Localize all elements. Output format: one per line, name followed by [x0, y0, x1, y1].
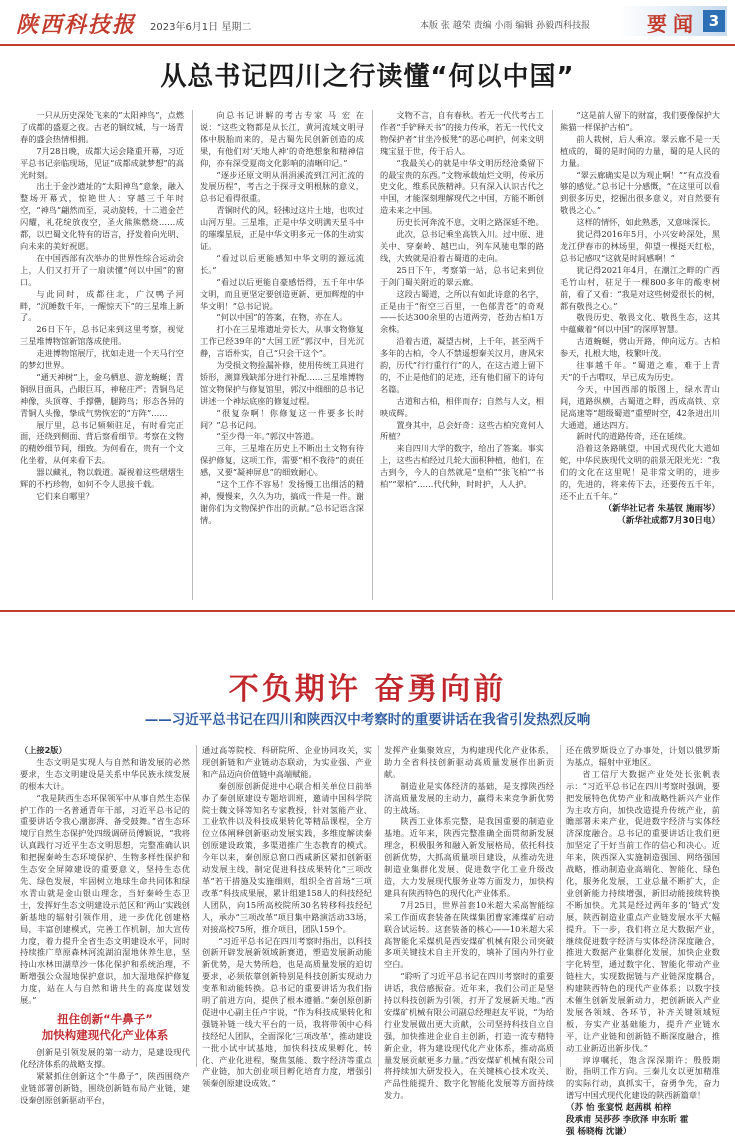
article2-subsection-heading: 扭住创新“牛鼻子” 加快构建现代化产业体系 [41, 1011, 169, 1042]
paragraph: “看过以后更能感知中华文明的源远流长。” [200, 252, 364, 275]
paragraph: 青铜时代的风，轻拂过这片土地，也吹过山河万里。三星堆，正是中华文明满天星斗中的璀璨星辰，正是中华文明多元一体的生动实证。 [200, 205, 364, 251]
paragraph: 古道蜿蜒，劈山开路，伸向远方。古柏参天，扎根大地，枝繁叶茂。 [560, 336, 720, 359]
article2-subheadline: ——习近平总书记在四川和陕西汉中考察时的重要讲话在我省引发热烈反响 [144, 712, 591, 728]
paragraph: 发挥产业集聚效应，为构建现代化产业体系，助力全省科技创新驱动高质量发展作出新贡献。 [384, 745, 554, 779]
paragraph: 为受损文物捡漏补修，使用传统工具进行矫形，测算残缺部分进行补配……三星堆博物馆文物保护与修复馆里，郭汉中细细的总书记讲述一个神坛底座的修复过程。 [200, 360, 364, 406]
paragraph: 往事越千年。“蜀道之难，难于上青天”的千古喟叹，早已成为历史。 [560, 360, 720, 382]
paragraph: 生态文明是实现人与自然和谐发展的必然要求，生态文明建设是关系中华民族永续发展的根本大计。 [20, 756, 190, 791]
paragraph: 三年，三星堆在历史上不断出土文物有待保护修复，这项工作，需要“相不我待”的责任感，又要“凝神屏息”的细致耐心。 [200, 443, 364, 478]
paragraph: 这样的情怀，如此熟悉，又意味深长。 [576, 217, 716, 228]
paragraph: 25日下午，考察第一站，总书记来到位于剑门蜀关附近的翠云廊。 [380, 264, 544, 287]
paragraph: 此次，总书记乘坐高铁入川。过中原、进关中、穿秦岭、越巴山，列车风驰电掣的路线，大致就是沿着古蜀道的走向。 [380, 229, 544, 263]
paragraph: “看过以后更能自豪感悟得，五千年中华文明，而且更坚定要创造更新、更加辉煌的中华文明！”总书记说。 [200, 276, 364, 311]
article1-byline-dateline: （新华社成都7月30日电） [617, 515, 720, 526]
paragraph: 文物不言，自有春秋。若无一代代考古工作者“手铲释天书”的接力传承，若无一代代文物保护者“甘坐冷板凳”的恶心呵护，何来文明瑰宝显于世，传于后人。 [380, 110, 544, 156]
paragraph: “我是陕西生态环保领军中从事自然生态保护工作的一名普通青年干部，习近平总书记的重要讲话令我心潮澎湃、备受鼓舞。”省生态环境厅自然生态保护处四级调研员傅颖说，“我将认真践行习近平生态文明思想，完整准确认识和把握秦岭生态环境保护、生物多样性保护和生态安全屏障建设的重要意义，坚持生态优先、绿色发展，牢固树立地球生命共同体和绿水青山就是金山银山理念，当好秦岭生态卫士，发挥好生态文明建设示范区和‘两山’实践创新基地的辐射引领作用，进一步优化创建格局，丰富创建模式，完善工作机制，加大宣传力度，着力提升全省生态文明建设水平，同时持续推广草原森林河流湖泊湿地休养生息，坚持山水林田湖草沙一体化保护和系统治理，不断增强公众湿地保护意识，加大湿地保护修复力度，站在人与自然和谐共生的高度谋划发展。” [20, 792, 190, 1006]
paragraph: “这个工作不容易！发扬慢工出细活的精神，慢慢来，久久为功，搞成一件是一件。谢谢你们为文物保护作出的贡献。”总书记语含深情。 [200, 479, 364, 525]
paragraph: 向总书记讲解的考古专家 马 宏 在说：“这些文物都是从长江，黄河流域文明寻体中脱胎而来的，是古蜀先民创新创造的成果，有他们对‘天地人神’的奇绝想象和精神信仰，亦有深受夏商文化影响的清晰印记。” [200, 110, 364, 168]
paragraph: 7月28日晚，成都大运会隆重开幕，习近平总书记亲临现场，见证“成都成就梦想”的高光时刻。 [20, 145, 184, 180]
editors-credit: 本版 张 越荣 责编 小雨 编辑 孙毅西科技报 [420, 21, 591, 31]
paragraph: 今天，中国西部的版图上，绿水青山间，道路纵横，古蜀道之畔，西成高铁、京昆高速等“超级蜀道”重塑时空，42条进出川大通道，通达四方。 [560, 383, 720, 430]
paragraph: 通过高等院校、科研院所、企业协同攻关，实现创新链和产业链动态联动，为实业强、产业和产品迈向价值链中高端赋能。 [202, 745, 372, 779]
paragraph: 出土于金沙遗址的“太阳神鸟”意象，融入整场开幕式，惊艳世人：穿越三千年时空，“神鸟”翩然而至，灵动旋转，十二道金芒闪耀，礼花绽放夜空，圣火熊熊燃烧……成都，以巴蜀文化特有的语言，抒发着向光明、向未来的美好祝愿。 [20, 181, 184, 251]
article1-byline-reporters: （新华社记者 朱基钗 施雨岑） [603, 503, 720, 514]
article2-byline: 段承甫 吴莎莎 李欣泽 申东昕 霍 [566, 1115, 689, 1126]
paragraph: 犹记得2016年5月，小兴安岭深处，黑龙江伊春市的林场里，仰望一棵挺天红松，总书记感叹“这就是时间感啊！” [560, 229, 720, 263]
paragraph: 器以藏礼，物以载道。凝视着这些熠熠生辉的不朽珍物，如何不令人思接千载。 [20, 467, 184, 490]
paragraph: 来自四川大学的数字，给出了答案。事实上，这些古柏经过几轮大面积种植，他们，在古到今，今人的自然就是“皇柏”“张飞柏”“书柏”“翠柏”……代代种，时时护，人人护。 [380, 443, 544, 490]
paragraph: 展厅里，总书记频频驻足，有时看完正面，还绕到侧面、背后察看细节。考察在文物的精妙细节间，细致。为何看在，贵有一个文化坐着，从何来看下去。 [20, 419, 184, 466]
paragraph: 紧紧抓住创新这个“牛鼻子”，陕西围绕产业链部署创新链，围绕创新链布局产业链，建设秦创原创新驱动平台， [20, 1070, 190, 1105]
masthead [0, 0, 735, 46]
column-divider [560, 745, 561, 1067]
paragraph: 走进博物馆展厅，扰如走进一个天马行空的梦幻世界。 [20, 348, 184, 371]
paragraph: 秦创原创新促进中心联合相关单位日前举办了秦创原建设专题培训班，邀请中国科学院院士魏文铎等知名专家教授，针对氢能产业、工业软件以及科技成果转化等精品课程，全方位立体阐释创新驱动发展实践，多维度解读秦创原建设政策，多渠道推广生态教育的模式。今年以来，秦创原总窗口西咸新区紧扣创新驱动发展主线，制定促进科技成果转化“三项改革”若干措施及实施细则，组织全省首场“三项改革”科技成果展，累计组建158人的科技经纪人团队，向15所高校院所30名转移科技经纪人，承办“三项改革”项目集中路演活动33场，对接高校75所，推介项目，团队159个。 [202, 780, 372, 934]
paragraph: 26日下午，总书记来到这里考察，视觉三星堆博物馆新馆落成使用。 [20, 324, 184, 347]
article1-column-4 [560, 110, 720, 600]
paragraph: “习近平总书记在四川考察时指出，以科技创新开辟发展新领域新赛道，塑造发展新动能新优势，是大势所趋，也是高质量发展的迫切要求，必须依靠创新特别是科技创新实现动力变革和动能转换。总书记的重要讲话为我们指明了前进方向，提供了根本遵循。”秦创原创新促进中心副主任卢宇说，“作为科技成果转化和强链补链一线大平台的一员，我将带领中心科技经纪人团队，全面深化‘三项改革’，推动建设一批小试中试基地，加快科技成果孵化、转化、产业化进程，聚焦氢能、数字经济等重点产业链，加大创业项目孵化培育力度，增强引领秦创原建设成效。” [202, 935, 372, 1089]
paragraph: 新时代的道路传奇，还在延续。 [576, 431, 692, 442]
article2-byline: （苏 怡 张宴悦 赵茜棋 柏梓 [566, 1103, 672, 1114]
paragraph: 前人栽树，后人乘凉。翠云廊不是一天植成的，蜀的是时间的力量，蜀的是人民的力量。 [560, 133, 720, 168]
paragraph: 历史长河奔流不息，文明之路深延不绝。 [396, 217, 544, 228]
paragraph: 陕西工业体系完整，是我国重要的制造业基地。近年来，陕西完整准确全面贯彻新发展理念，积极服务和融入新发展格局，依托科技创新优势，大抓高质量项目建设，从推动先进制造业集群化发展、促进数字化工业升级改造，大力发展现代服务业等方面发力，加快构建具有陕西特色的现代化产业体系。 [384, 816, 554, 898]
paragraph: 这段古蜀道，之所以有如此诗意的名字，正是由于“衔空三百里，一色郁青苍”的奇观——长达300余里的古道两旁，苍劲古柏1万余株。 [380, 288, 544, 335]
paragraph: 在中国西部有次举办的世界性综合运动会上，人们又打开了一扇读懂“何以中国”的窗口。 [20, 252, 184, 287]
column-divider [372, 110, 373, 600]
paragraph: 谆谆嘱托，饱含深深期许；殷殷期盼，指明工作方向。三秦儿女以更加精准的实际行动，真抓实干，奋勇争先，奋力谱写中国式现代化建设的陕西新篇章！ [566, 1054, 720, 1101]
paragraph: “我最关心的就是中华文明历经沧桑留下的最宝贵的东西。”文物承载灿烂文明，传承历史文化，维系民族精神。只有深入认识古代之中国，才能深刻理解现代之中国，方能不断创造未来之中国。 [380, 157, 544, 216]
paragraph: “聆听了习近平总书记在四川考察时的重要讲话，我倍感振奋。近年来，我们公司正是坚持以科技创新为引领，打开了发展新天地。”西安煤矿机械有限公司副总经理赵友平说，“为给行业发展做出更大贡献，公司坚持科技自立自强，加快推进企业自主创新，打造一流专精特新企业，将为建设现代化产业体系，推动高质量发展贡献更多力量。”西安煤矿机械有限公司将持续加大研发投入，在关键核心技术攻关、产品性能提升、数字化智能化发展等方面持续发力。 [384, 971, 554, 1101]
column-divider [192, 110, 193, 600]
article1-column-2 [200, 110, 364, 600]
article2-column-2 [202, 745, 372, 1089]
article2-column-4 [566, 745, 720, 1138]
continued-marker: （上接2版） [20, 745, 67, 755]
paragraph: 沿着这条路眺望，中国式现代化大道如蛇，中华民族现代文明的前景无限光光：“我们的文化在这里呢！是非常文明的，进步的，先进的，将来传下去，还要传五千年，还不止五千年。” [560, 443, 720, 501]
paragraph: “通天神树”上，金乌栖息、游龙蜿蜒；青铜纵目面具，凸眼巨耳，神秘庄严；青铜鸟足神像，头顶尊、手撑罍，腿跨鸟；形态各异的青铜人头像，挚成气势恢宏的“方阵”…… [20, 371, 184, 418]
paragraph: 制造业是实体经济的基础，是支撑陕西经济高质量发展的主动力，赢得未来竞争新优势的主战场。 [384, 780, 554, 815]
column-divider [552, 110, 553, 600]
paragraph: 古道和古柏，相伴而存；自然与人文，相映成辉。 [380, 395, 544, 418]
paragraph: 它们来自哪里？ [36, 491, 94, 501]
section-divider [0, 610, 735, 612]
article2-column-3 [384, 745, 554, 1101]
paragraph: “何以中国”的答案，在物，亦在人。 [216, 312, 348, 323]
issue-date: 2023年6月1日 星期二 [150, 22, 252, 33]
paragraph: “翠云廊确实是以为观止啊！”“有点没看够的感觉。”总书记十分感慨，“在这里可以看到很多历史，挖掘出很多意义，对自然要有敬畏之心。” [560, 169, 720, 216]
paragraph: 7月25日，世界首套10米超大采高智能综采工作面成套装备在陕煤集团曹家滩煤矿启动联合试运转。这套装备的核心——10米超大采高智能化采煤机是西安煤矿机械有限公司突破多项关键技术自主开发的，填补了国内外行业空白。 [384, 899, 554, 970]
paragraph: 还在俄罗斯设立了办事处，计划以俄罗斯为基点，辐射中亚地区。 [566, 745, 720, 767]
paragraph: 打小在三星堆遗址旁长大，从事文物修复工作已经39年的“大国工匠”郭汉中，目光沉静，言语朴实，自己“只会干这个”。 [200, 324, 364, 359]
article1-column-1 [20, 110, 184, 600]
article2-headline: 不负期许 奋勇向前 [228, 672, 507, 707]
newspaper-logo: 陕西科技报 [16, 12, 137, 38]
column-divider [378, 745, 379, 1067]
article1-headline: 从总书记四川之行读懂“何以中国” [160, 62, 575, 92]
paragraph: 一只从历史深处飞来的“太阳神鸟”，点燃了成都的盛夏之夜。古老的铜纹城，与一场青春的盛会热情相拥。 [20, 110, 184, 144]
paragraph: “逐步还原文明从涓涓溪流到江河汇流的发展历程”，考古之于探寻文明根脉的意义，总书记看得很重。 [200, 169, 364, 204]
paragraph: 省工信厅大数据产业处处长张帆表示：“习近平总书记在四川考察时强调，要把发展特色优势产业和战略性新兴产业作为主攻方向，加快改造提升传统产业，前瞻部署未来产业，促进数字经济与实体经济深度融合。总书记的重要讲话让我们更加坚定了干好当前工作的信心和决心。近年来，陕西深入实施制造强国、网络强国战略，推动制造业高端化、智能化、绿色化，服务化发展，工业总量不断扩大，企业创新能力持续增强，新旧动能接续转换不断加快。尤其是经过两年多的‘链式’发展，陕西制造业重点产业链发展水平大幅提升。下一步，我们将立足大数据产业，继续促进数字经济与实体经济深度融合，推进大数据产业集群化发展，加快企业数字化转型，通过数字化、智能化带动产业链柱大，实现数据链与产业链深度耦合，构建陕西特色的现代产业体系；以数字技术催生创新发展新动力，把创新嵌入产业发展各领域、各环节，补齐关键领域短板，夯实产业基础能力，提升产业链水平，让产业链和创新链不断深度融合，推动工业新迈出新步伐。” [566, 768, 720, 1053]
column-divider [196, 745, 197, 1067]
article2-column-1 [20, 745, 190, 1105]
section-name: 要闻 [647, 12, 699, 36]
page-number: 3 [703, 10, 725, 32]
paragraph: “这是前人留下的财富，我们要像保护大熊猫一样保护古柏”。 [560, 110, 720, 132]
paragraph: “很复杂啊！你修复这一件要多长时间？”总书记问。 [200, 407, 364, 430]
paragraph: 犹记得2021年4月，在潮江之畔的广西毛竹山村，驻足于一棵800多年的酸枣树前，看了又看：“我是对这些树爱很长的树，都有敬畏之心。” [560, 264, 720, 311]
paragraph: 敬畏历史、敬畏文化、敬畏生态，这其中蕴藏着“何以中国”的深厚智慧。 [560, 312, 720, 335]
paragraph: 沿着古道，凝望古树，上千年，甚至两千多年的古柏，令人不禁遥想秦关汉月，唐风宋韵，历代“行行重行行”的人，在这古道上留下的，不止是他们的足迹，还有他们留下的诗句名篇。 [380, 336, 544, 394]
paragraph: “至少得一年。”郭汉中答道。 [216, 431, 319, 442]
article1-column-3 [380, 110, 544, 600]
paragraph: 置身其中，总会好奇：这些古柏究竟何人所植？ [380, 419, 544, 442]
article2-byline: 强 杨晓梅 沈谦） [566, 1127, 632, 1138]
paragraph: 与此同时，成都往北，广汉鸭子河畔，“沉睡数千年，一醒惊天下”的三星堆上新了。 [20, 288, 184, 323]
paragraph: 创新是引领发展的第一动力，是建设现代化经济体系的战略支撑。 [20, 1046, 190, 1069]
